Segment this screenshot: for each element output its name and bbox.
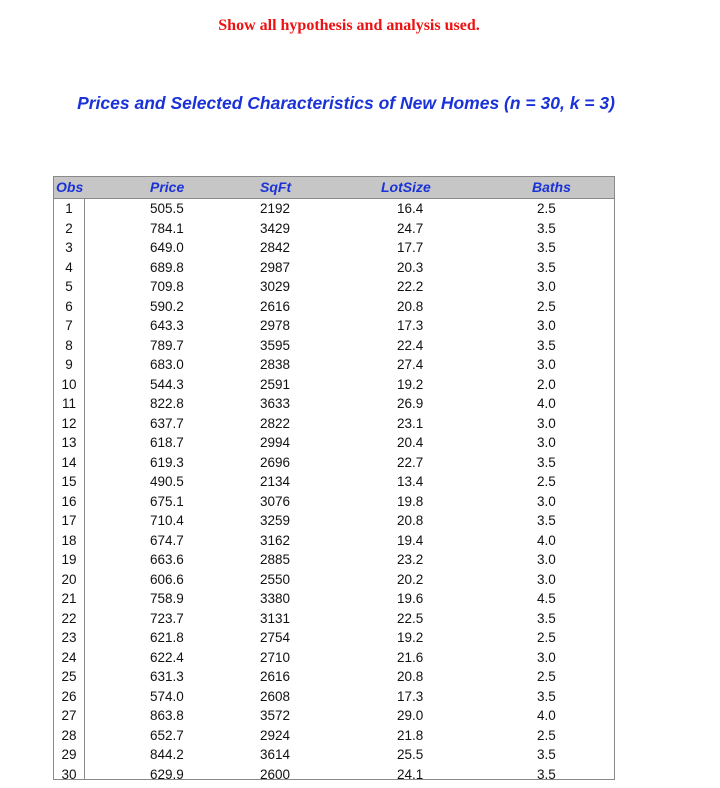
cell-obs: 22 — [61, 610, 77, 626]
cell-price: 822.8 — [150, 396, 184, 411]
cell-baths: 3.0 — [537, 493, 556, 509]
cell-price: 709.8 — [150, 279, 184, 294]
table-row — [54, 551, 614, 571]
table-row — [54, 727, 614, 747]
header-baths: Baths — [532, 179, 571, 195]
cell-lotsize: 21.8 — [397, 727, 424, 743]
cell-sqft: 2591 — [260, 376, 291, 392]
cell-obs: 3 — [65, 240, 73, 255]
table-row — [54, 454, 614, 474]
cell-price: 631.3 — [150, 669, 184, 684]
table-row — [54, 415, 614, 435]
cell-lotsize: 23.1 — [397, 415, 424, 431]
cell-lotsize: 17.7 — [397, 240, 424, 255]
cell-sqft: 2600 — [260, 766, 291, 782]
cell-sqft: 2978 — [260, 318, 291, 333]
cell-lotsize: 24.7 — [397, 220, 424, 236]
header-obs: Obs — [56, 179, 84, 195]
cell-price: 758.9 — [150, 591, 184, 606]
cell-sqft: 2710 — [260, 649, 291, 665]
table-row — [54, 376, 614, 396]
cell-baths: 3.5 — [537, 610, 556, 626]
cell-price: 710.4 — [150, 513, 184, 528]
cell-sqft: 2696 — [260, 454, 291, 470]
cell-baths: 3.5 — [537, 454, 556, 470]
cell-sqft: 2608 — [260, 688, 291, 704]
cell-lotsize: 20.2 — [397, 571, 424, 587]
cell-lotsize: 20.8 — [397, 513, 424, 528]
cell-baths: 3.0 — [537, 415, 556, 431]
cell-lotsize: 23.2 — [397, 552, 424, 567]
table-row — [54, 610, 614, 630]
cell-obs: 26 — [61, 688, 77, 704]
cell-lotsize: 19.2 — [397, 376, 424, 392]
cell-baths: 3.5 — [537, 337, 556, 353]
cell-lotsize: 26.9 — [397, 396, 424, 411]
cell-obs: 6 — [65, 298, 73, 314]
cell-price: 675.1 — [150, 493, 184, 509]
cell-baths: 2.5 — [537, 630, 556, 645]
table-row — [54, 220, 614, 240]
cell-sqft: 3029 — [260, 279, 291, 294]
table-row — [54, 317, 614, 337]
table-row — [54, 278, 614, 298]
cell-baths: 4.0 — [537, 708, 556, 723]
cell-sqft: 2616 — [260, 669, 291, 684]
cell-obs: 15 — [61, 474, 77, 489]
cell-obs: 27 — [61, 708, 77, 723]
cell-baths: 3.5 — [537, 766, 556, 782]
cell-price: 622.4 — [150, 649, 184, 665]
cell-sqft: 3162 — [260, 532, 291, 548]
cell-price: 590.2 — [150, 298, 184, 314]
table-row — [54, 473, 614, 493]
cell-lotsize: 27.4 — [397, 357, 424, 372]
table-row — [54, 434, 614, 454]
cell-obs: 21 — [61, 591, 77, 606]
cell-obs: 12 — [61, 415, 77, 431]
cell-price: 544.3 — [150, 376, 184, 392]
cell-sqft: 2838 — [260, 357, 291, 372]
cell-obs: 14 — [61, 454, 77, 470]
cell-sqft: 3429 — [260, 220, 291, 236]
cell-obs: 20 — [61, 571, 77, 587]
table-row — [54, 493, 614, 513]
cell-lotsize: 19.8 — [397, 493, 424, 509]
cell-baths: 3.5 — [537, 220, 556, 236]
cell-baths: 3.0 — [537, 279, 556, 294]
instruction-text: Show all hypothesis and analysis used. — [218, 17, 480, 34]
table-row — [54, 668, 614, 688]
cell-obs: 5 — [65, 279, 73, 294]
cell-lotsize: 17.3 — [397, 688, 424, 704]
cell-lotsize: 22.7 — [397, 454, 424, 470]
cell-obs: 8 — [65, 337, 73, 353]
cell-obs: 23 — [61, 630, 77, 645]
cell-obs: 25 — [61, 669, 77, 684]
cell-price: 505.5 — [150, 201, 184, 216]
cell-price: 674.7 — [150, 532, 184, 548]
table-row — [54, 337, 614, 357]
cell-price: 652.7 — [150, 727, 184, 743]
cell-price: 649.0 — [150, 240, 184, 255]
table-row — [54, 200, 614, 220]
cell-baths: 3.0 — [537, 552, 556, 567]
cell-obs: 13 — [61, 435, 77, 450]
cell-sqft: 3572 — [260, 708, 291, 723]
cell-sqft: 3076 — [260, 493, 291, 509]
header-price: Price — [150, 179, 185, 195]
cell-price: 637.7 — [150, 415, 184, 431]
cell-lotsize: 20.4 — [397, 435, 424, 450]
cell-lotsize: 25.5 — [397, 747, 424, 762]
cell-sqft: 3633 — [260, 396, 291, 411]
cell-baths: 2.5 — [537, 201, 556, 216]
cell-sqft: 2134 — [260, 474, 291, 489]
cell-lotsize: 22.5 — [397, 610, 424, 626]
header-lotsize: LotSize — [381, 179, 431, 195]
cell-price: 606.6 — [150, 571, 184, 587]
cell-sqft: 3614 — [260, 747, 291, 762]
cell-baths: 3.5 — [537, 688, 556, 704]
cell-sqft: 2994 — [260, 435, 291, 450]
cell-lotsize: 19.6 — [397, 591, 424, 606]
cell-lotsize: 20.8 — [397, 298, 424, 314]
table-row — [54, 571, 614, 591]
cell-lotsize: 19.4 — [397, 532, 424, 548]
cell-price: 689.8 — [150, 259, 184, 275]
table-row — [54, 746, 614, 766]
cell-baths: 3.0 — [537, 318, 556, 333]
table-row — [54, 707, 614, 727]
cell-obs: 17 — [61, 513, 77, 528]
cell-sqft: 3595 — [260, 337, 291, 353]
cell-obs: 10 — [61, 376, 77, 392]
cell-sqft: 2924 — [260, 727, 291, 743]
cell-price: 784.1 — [150, 220, 184, 236]
cell-sqft: 2842 — [260, 240, 291, 255]
cell-lotsize: 17.3 — [397, 318, 424, 333]
header-sqft: SqFt — [260, 179, 292, 195]
cell-sqft: 2550 — [260, 571, 291, 587]
cell-sqft: 3131 — [260, 610, 291, 626]
cell-sqft: 3380 — [260, 591, 291, 606]
cell-baths: 3.0 — [537, 571, 556, 587]
cell-obs: 30 — [61, 766, 77, 782]
cell-baths: 4.0 — [537, 396, 556, 411]
table-row — [54, 590, 614, 610]
cell-price: 629.9 — [150, 766, 184, 782]
cell-baths: 2.5 — [537, 474, 556, 489]
cell-price: 574.0 — [150, 688, 184, 704]
table-body — [54, 200, 614, 785]
cell-baths: 2.0 — [537, 376, 556, 392]
table-row — [54, 766, 614, 786]
table-row — [54, 512, 614, 532]
cell-price: 844.2 — [150, 747, 184, 762]
cell-price: 621.8 — [150, 630, 184, 645]
cell-obs: 29 — [61, 747, 77, 762]
cell-obs: 24 — [61, 649, 77, 665]
cell-obs: 1 — [65, 201, 73, 216]
cell-obs: 16 — [61, 493, 77, 509]
cell-lotsize: 20.3 — [397, 259, 424, 275]
table-row — [54, 395, 614, 415]
cell-sqft: 2192 — [260, 201, 291, 216]
table-row — [54, 532, 614, 552]
cell-baths: 3.0 — [537, 435, 556, 450]
cell-price: 619.3 — [150, 454, 184, 470]
cell-baths: 3.5 — [537, 259, 556, 275]
cell-lotsize: 22.4 — [397, 337, 424, 353]
cell-sqft: 2822 — [260, 415, 291, 431]
cell-price: 663.6 — [150, 552, 184, 567]
cell-obs: 18 — [61, 532, 77, 548]
cell-baths: 3.5 — [537, 240, 556, 255]
cell-baths: 2.5 — [537, 727, 556, 743]
table-row — [54, 629, 614, 649]
cell-sqft: 3259 — [260, 513, 291, 528]
cell-lotsize: 24.1 — [397, 766, 424, 782]
cell-baths: 3.5 — [537, 747, 556, 762]
cell-price: 723.7 — [150, 610, 184, 626]
cell-baths: 4.5 — [537, 591, 556, 606]
table-row — [54, 259, 614, 279]
cell-baths: 3.0 — [537, 357, 556, 372]
data-table — [53, 176, 615, 780]
cell-lotsize: 16.4 — [397, 201, 424, 216]
cell-obs: 7 — [65, 318, 73, 333]
cell-lotsize: 19.2 — [397, 630, 424, 645]
cell-price: 863.8 — [150, 708, 184, 723]
cell-obs: 11 — [61, 396, 76, 411]
cell-baths: 2.5 — [537, 669, 556, 684]
table-title: Prices and Selected Characteristics of New Homes (n = 30, k = 3) — [77, 93, 615, 113]
cell-obs: 28 — [61, 727, 77, 743]
cell-price: 490.5 — [150, 474, 184, 489]
cell-obs: 9 — [65, 357, 73, 372]
cell-price: 643.3 — [150, 318, 184, 333]
cell-baths: 2.5 — [537, 298, 556, 314]
cell-lotsize: 21.6 — [397, 649, 424, 665]
table-row — [54, 356, 614, 376]
cell-baths: 4.0 — [537, 532, 556, 548]
cell-sqft: 2885 — [260, 552, 291, 567]
table-row — [54, 688, 614, 708]
cell-lotsize: 29.0 — [397, 708, 424, 723]
cell-obs: 4 — [65, 259, 73, 275]
cell-baths: 3.0 — [537, 649, 556, 665]
table-row — [54, 298, 614, 318]
cell-obs: 2 — [65, 220, 73, 236]
table-row — [54, 649, 614, 669]
table-header-row — [54, 177, 614, 199]
cell-price: 683.0 — [150, 357, 184, 372]
table-row — [54, 239, 614, 259]
cell-lotsize: 13.4 — [397, 474, 424, 489]
cell-obs: 19 — [61, 552, 77, 567]
cell-baths: 3.5 — [537, 513, 556, 528]
cell-sqft: 2754 — [260, 630, 291, 645]
cell-price: 789.7 — [150, 337, 184, 353]
cell-sqft: 2987 — [260, 259, 291, 275]
cell-lotsize: 20.8 — [397, 669, 424, 684]
cell-lotsize: 22.2 — [397, 279, 424, 294]
cell-sqft: 2616 — [260, 298, 291, 314]
cell-price: 618.7 — [150, 435, 184, 450]
